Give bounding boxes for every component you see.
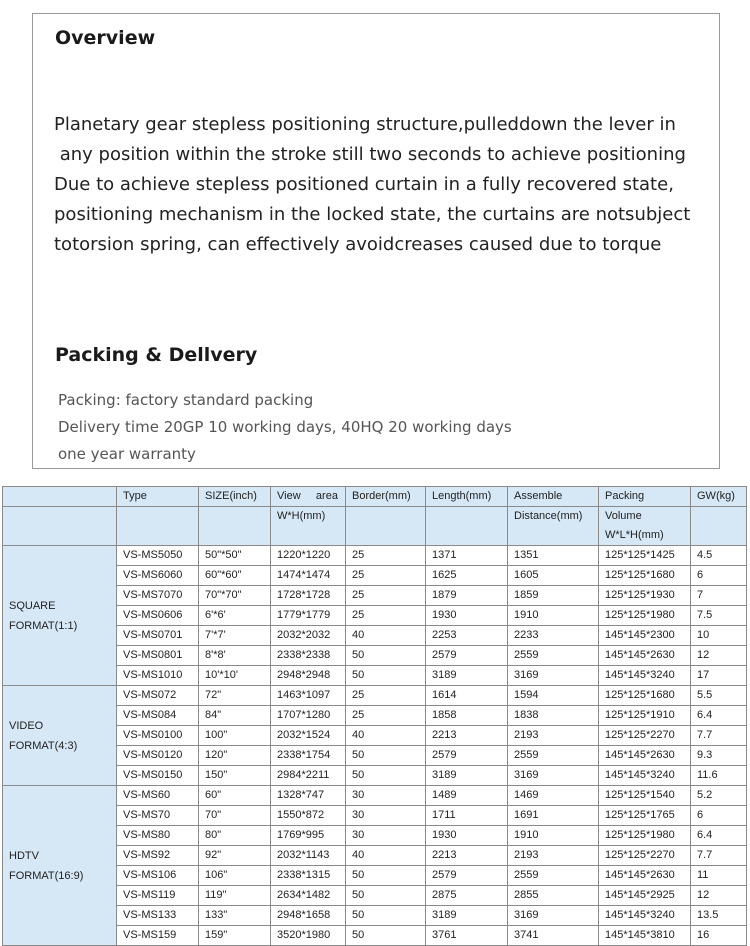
table-cell: 1858 [426, 706, 508, 726]
table-cell: VS-MS0801 [117, 646, 199, 666]
table-cell: 12 [691, 646, 747, 666]
table-cell: 125*125*1765 [599, 806, 691, 826]
table-cell: 1779*1779 [271, 606, 346, 626]
packing-heading: Packing & Dellvery [55, 344, 258, 366]
table-cell: 2032*2032 [271, 626, 346, 646]
header-cell: Packing [599, 487, 691, 507]
table-cell: VS-MS60 [117, 786, 199, 806]
table-cell: 1930 [426, 826, 508, 846]
table-cell: 159" [199, 926, 271, 946]
table-cell: 145*145*3810 [599, 926, 691, 946]
table-cell: 6 [691, 806, 747, 826]
packing-details [58, 387, 512, 468]
table-cell: 2032*1143 [271, 846, 346, 866]
table-cell: 50 [346, 866, 426, 886]
table-cell: 2634*1482 [271, 886, 346, 906]
table-cell: VS-MS0120 [117, 746, 199, 766]
table-cell: 2855 [508, 886, 599, 906]
table-cell: 7'*7' [199, 626, 271, 646]
table-cell: 145*145*3240 [599, 906, 691, 926]
table-cell: 3169 [508, 766, 599, 786]
table-cell: 125*125*1425 [599, 546, 691, 566]
table-cell: 1614 [426, 686, 508, 706]
table-cell: 2948*2948 [271, 666, 346, 686]
table-cell: 2213 [426, 726, 508, 746]
table-cell: 1910 [508, 606, 599, 626]
header-cell: W*L*H(mm) [599, 526, 691, 546]
table-cell: 2193 [508, 846, 599, 866]
table-cell: 3169 [508, 666, 599, 686]
table-cell: 40 [346, 726, 426, 746]
spec-table [2, 486, 747, 946]
table-cell: VS-MS106 [117, 866, 199, 886]
table-cell: 3761 [426, 926, 508, 946]
table-cell: 70" [199, 806, 271, 826]
table-cell: 125*125*1910 [599, 706, 691, 726]
table-cell: 2875 [426, 886, 508, 906]
table-cell: 133" [199, 906, 271, 926]
overview-line: any position within the stroke still two seconds to achieve positioning [54, 144, 686, 165]
table-cell: 9.3 [691, 746, 747, 766]
table-cell: 7.5 [691, 606, 747, 626]
table-cell: 1838 [508, 706, 599, 726]
table-cell: 16 [691, 926, 747, 946]
table-cell: 25 [346, 706, 426, 726]
table-cell: 145*145*3240 [599, 766, 691, 786]
header-cell: Distance(mm) [508, 507, 599, 546]
format-group-label [3, 686, 117, 786]
table-cell: 7 [691, 586, 747, 606]
table-cell: 60"*60" [199, 566, 271, 586]
header-cell [199, 507, 271, 546]
format-group-label [3, 786, 117, 946]
table-cell: 145*145*2925 [599, 886, 691, 906]
table-row [3, 786, 747, 806]
table-cell: 70"*70" [199, 586, 271, 606]
table-cell: 119" [199, 886, 271, 906]
table-cell: 40 [346, 626, 426, 646]
table-row [3, 546, 747, 566]
format-group-ratio: FORMAT(4:3) [9, 739, 78, 752]
header-cell: Type [117, 487, 199, 507]
table-cell: 30 [346, 786, 426, 806]
table-cell: 145*145*2630 [599, 746, 691, 766]
table-cell: VS-MS80 [117, 826, 199, 846]
table-cell: 1463*1097 [271, 686, 346, 706]
table-cell: 3189 [426, 766, 508, 786]
table-cell: 145*145*2630 [599, 646, 691, 666]
table-cell: 2579 [426, 746, 508, 766]
table-cell: 1550*872 [271, 806, 346, 826]
table-cell: 13.5 [691, 906, 747, 926]
format-group-name: HDTV [9, 849, 39, 862]
table-cell: 25 [346, 686, 426, 706]
table-cell: 1474*1474 [271, 566, 346, 586]
format-group-ratio: FORMAT(16:9) [9, 869, 84, 882]
table-cell: 145*145*3240 [599, 666, 691, 686]
header-cell: W*H(mm) [271, 507, 346, 546]
table-cell: 8'*8' [199, 646, 271, 666]
overview-heading: Overview [55, 27, 156, 49]
table-cell: 2338*2338 [271, 646, 346, 666]
table-cell: VS-MS133 [117, 906, 199, 926]
table-cell: VS-MS119 [117, 886, 199, 906]
table-cell: 72" [199, 686, 271, 706]
table-cell: 92" [199, 846, 271, 866]
table-cell: 1625 [426, 566, 508, 586]
table-cell: 3189 [426, 666, 508, 686]
table-cell: 4.5 [691, 546, 747, 566]
overview-line: Due to achieve stepless positioned curtain in a fully recovered state, [54, 174, 674, 195]
format-group-name: SQUARE [9, 599, 56, 612]
table-cell: VS-MS5050 [117, 546, 199, 566]
table-cell: VS-MS1010 [117, 666, 199, 686]
table-cell: 6.4 [691, 706, 747, 726]
table-cell: 2948*1658 [271, 906, 346, 926]
table-cell: 2579 [426, 866, 508, 886]
table-cell: 3520*1980 [271, 926, 346, 946]
table-cell: VS-MS0150 [117, 766, 199, 786]
table-cell: 145*145*2630 [599, 866, 691, 886]
header-cell [3, 507, 117, 546]
table-cell: 1859 [508, 586, 599, 606]
table-cell: 25 [346, 586, 426, 606]
table-cell: 25 [346, 606, 426, 626]
overview-line: Planetary gear stepless positioning structure,pulleddown the lever in [54, 114, 676, 135]
table-cell: 2579 [426, 646, 508, 666]
table-cell: 100" [199, 726, 271, 746]
packing-line: Delivery time 20GP 10 working days, 40HQ 20 working days [58, 418, 512, 436]
table-cell: 150" [199, 766, 271, 786]
overview-line: totorsion spring, can effectively avoidcreases caused due to torque [54, 234, 662, 255]
overview-description [54, 110, 714, 260]
table-cell: 10 [691, 626, 747, 646]
table-cell: 11 [691, 866, 747, 886]
table-cell: 3741 [508, 926, 599, 946]
table-cell: 3169 [508, 906, 599, 926]
table-cell: 106" [199, 866, 271, 886]
table-cell: 6'*6' [199, 606, 271, 626]
table-cell: 2338*1315 [271, 866, 346, 886]
table-cell: 40 [346, 846, 426, 866]
table-cell: 2559 [508, 866, 599, 886]
table-cell: 3189 [426, 906, 508, 926]
packing-line: one year warranty [58, 445, 196, 463]
table-cell: VS-MS0606 [117, 606, 199, 626]
header-cell: Assemble [508, 487, 599, 507]
table-cell: VS-MS6060 [117, 566, 199, 586]
table-cell: 1728*1728 [271, 586, 346, 606]
table-cell: 1489 [426, 786, 508, 806]
table-cell: 1930 [426, 606, 508, 626]
header-cell: Border(mm) [346, 487, 426, 507]
table-cell: 50 [346, 926, 426, 946]
table-cell: VS-MS159 [117, 926, 199, 946]
table-cell: VS-MS0701 [117, 626, 199, 646]
table-cell: 25 [346, 546, 426, 566]
table-cell: 125*125*1540 [599, 786, 691, 806]
table-cell: 30 [346, 826, 426, 846]
table-cell: 1879 [426, 586, 508, 606]
header-cell: SIZE(inch) [199, 487, 271, 507]
table-cell: 7.7 [691, 846, 747, 866]
table-cell: 6 [691, 566, 747, 586]
header-cell: View area [271, 487, 346, 507]
table-cell: 2338*1754 [271, 746, 346, 766]
table-cell: 5.5 [691, 686, 747, 706]
header-cell [426, 507, 508, 546]
header-cell: Length(mm) [426, 487, 508, 507]
table-cell: 2032*1524 [271, 726, 346, 746]
table-cell: 50 [346, 766, 426, 786]
overview-line: positioning mechanism in the locked state, the curtains are notsubject [54, 204, 691, 225]
table-cell: 11.6 [691, 766, 747, 786]
table-cell: 2559 [508, 746, 599, 766]
table-row [3, 686, 747, 706]
table-cell: 2233 [508, 626, 599, 646]
format-group-label [3, 546, 117, 686]
table-cell: 125*125*2270 [599, 726, 691, 746]
table-cell: 120" [199, 746, 271, 766]
table-cell: VS-MS7070 [117, 586, 199, 606]
table-cell: 5.2 [691, 786, 747, 806]
table-cell: 25 [346, 566, 426, 586]
table-cell: 2559 [508, 646, 599, 666]
table-cell: 1328*747 [271, 786, 346, 806]
table-cell: 1691 [508, 806, 599, 826]
table-cell: VS-MS0100 [117, 726, 199, 746]
table-cell: 1469 [508, 786, 599, 806]
header-cell [346, 507, 426, 546]
table-cell: 50 [346, 886, 426, 906]
table-header-row [3, 487, 747, 507]
table-cell: 17 [691, 666, 747, 686]
header-cell [3, 487, 117, 507]
table-cell: 125*125*1680 [599, 566, 691, 586]
table-cell: 80" [199, 826, 271, 846]
table-cell: 1769*995 [271, 826, 346, 846]
table-cell: 7.7 [691, 726, 747, 746]
table-cell: VS-MS084 [117, 706, 199, 726]
table-cell: 12 [691, 886, 747, 906]
table-cell: 2193 [508, 726, 599, 746]
table-cell: 30 [346, 806, 426, 826]
table-cell: 60" [199, 786, 271, 806]
table-subheader-row [3, 507, 747, 527]
table-cell: 125*125*1930 [599, 586, 691, 606]
table-cell: 50 [346, 666, 426, 686]
table-cell: 50 [346, 746, 426, 766]
table-cell: VS-MS072 [117, 686, 199, 706]
table-cell: 1910 [508, 826, 599, 846]
table-cell: 125*125*1680 [599, 686, 691, 706]
header-cell: GW(kg) [691, 487, 747, 507]
table-cell: 84" [199, 706, 271, 726]
table-cell: 125*125*1980 [599, 606, 691, 626]
table-cell: 125*125*1980 [599, 826, 691, 846]
table-cell: 2984*2211 [271, 766, 346, 786]
table-cell: 1711 [426, 806, 508, 826]
table-cell: 50"*50" [199, 546, 271, 566]
table-cell: VS-MS92 [117, 846, 199, 866]
table-cell: 6.4 [691, 826, 747, 846]
table-cell: 125*125*2270 [599, 846, 691, 866]
table-cell: VS-MS70 [117, 806, 199, 826]
table-cell: 50 [346, 646, 426, 666]
header-cell: Volume [599, 507, 691, 527]
format-group-name: VIDEO [9, 719, 44, 732]
table-cell: 2213 [426, 846, 508, 866]
header-cell [117, 507, 199, 546]
info-card [32, 13, 720, 469]
table-cell: 1707*1280 [271, 706, 346, 726]
table-cell: 145*145*2300 [599, 626, 691, 646]
table-cell: 50 [346, 906, 426, 926]
table-cell: 2253 [426, 626, 508, 646]
table-cell: 10'*10' [199, 666, 271, 686]
table-cell: 1594 [508, 686, 599, 706]
table-cell: 1351 [508, 546, 599, 566]
table-cell: 1220*1220 [271, 546, 346, 566]
table-cell: 1371 [426, 546, 508, 566]
header-cell [691, 507, 747, 546]
table-cell: 1605 [508, 566, 599, 586]
format-group-ratio: FORMAT(1:1) [9, 619, 78, 632]
packing-line: Packing: factory standard packing [58, 391, 314, 409]
